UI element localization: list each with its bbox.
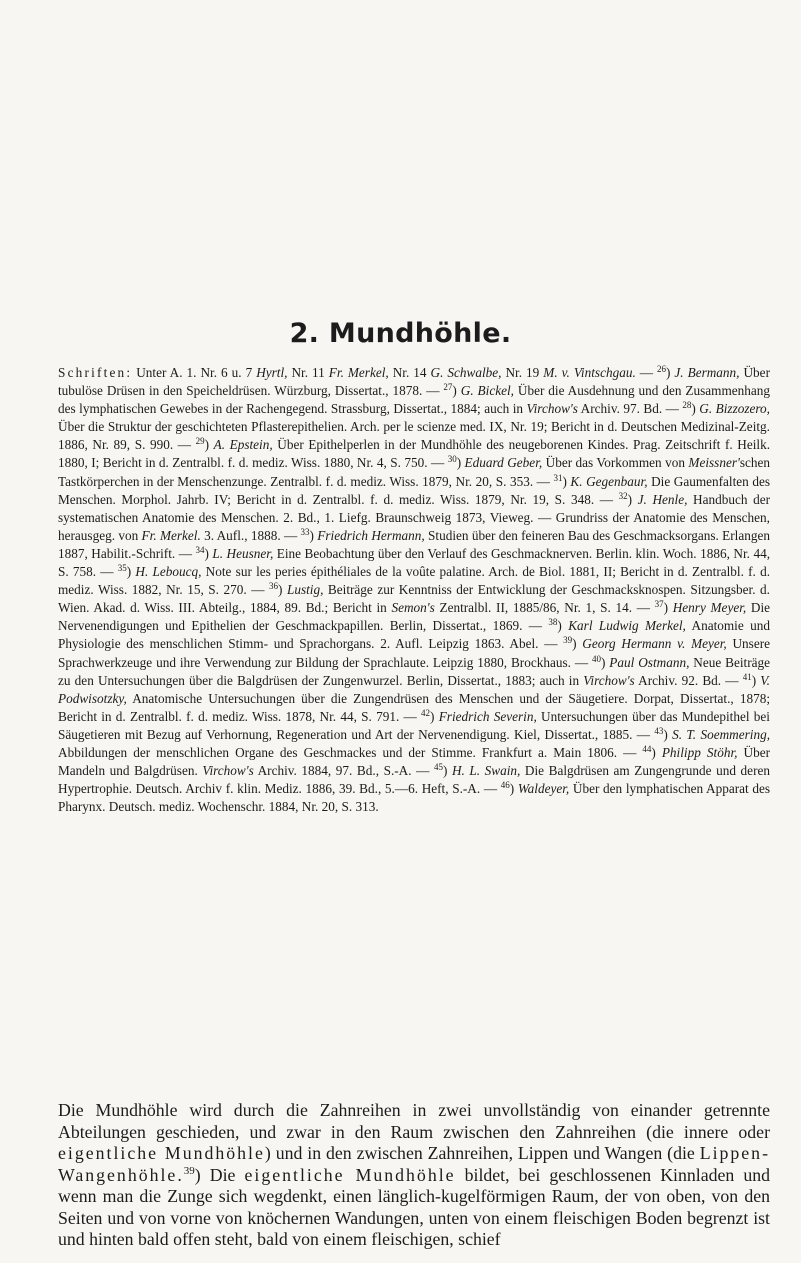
ref-text: ) <box>126 564 136 580</box>
ref-author: Hyrtl, <box>256 365 288 380</box>
footnote-number: 33 <box>300 526 310 537</box>
body-paragraph <box>58 1100 770 1251</box>
ref-text: Nr. 14 <box>388 365 431 380</box>
ref-text: Anatomie und Physiologie des menschlichen Stimm- und Sprachorgans. 2. Aufl. Leipzig 1863. Abel. — <box>58 618 770 652</box>
body-term: Lippen-Wangenhöhle. <box>58 1143 770 1185</box>
ref-text: schen Tastkörperchen in der Menschenzunge. Zentralbl. f. d. mediz. Wiss. 1879, Nr. 20, S. 353. — <box>58 455 770 489</box>
ref-text: Die Nervenendigungen und Epithelien der Geschmackpapillen. Berlin, Dissertat., 1869. — <box>58 600 771 634</box>
ref-text: ) <box>691 401 700 417</box>
ref-text: ) <box>204 545 213 561</box>
ref-text: Untersuchungen über das Mundepithel bei Säugetieren mit Bezug auf Verhornung, Regeneration und Art der Nervenendigung. Kiel, Dissertat., 1885. — <box>58 708 770 742</box>
footnote-number: 29 <box>195 436 205 447</box>
footnote-number: 40 <box>591 653 601 664</box>
footnote-number: 43 <box>654 725 664 736</box>
ref-author: Friedrich Severin, <box>438 708 537 724</box>
ref-text: Über tubulöse Drüsen in den Speicheldrüsen. Würzburg, Dissertat., 1878. — <box>58 365 770 399</box>
ref-text: Über die Struktur der geschichteten Pflasterepithelien. Arch. per le scienze med. IX, Nr. 19; Bericht in d. Deutschen Medizinal-Zeitg. 1886, Nr. 89, S. 990. — <box>58 419 770 453</box>
footnote-number: 42 <box>421 707 431 718</box>
ref-text: Archiv. 92. Bd. — <box>634 672 743 688</box>
body-term: eigentliche Mundhöhle <box>244 1164 456 1185</box>
ref-author: Henry Meyer, <box>672 600 747 616</box>
ref-text: Nr. 19 <box>501 365 544 380</box>
ref-text: Note sur les peries épithéliales de la voûte palatine. Arch. de Biol. 1881, II; Bericht in d. Zentralbl. f. d. mediz. Wiss. 1882, Nr. 15, S. 270. — <box>58 564 771 598</box>
ref-text: Die Gaumenfalten des Menschen. Morphol. Jahrb. IV; Bericht in d. Zentralbl. f. d. mediz. Wiss. 1879, Nr. 19, S. 348. — <box>58 473 770 507</box>
ref-journal-name: Virchow's <box>202 763 254 779</box>
section-heading: 2. Mundhöhle. <box>289 318 512 349</box>
footnote-number: 32 <box>618 490 628 501</box>
ref-author: Karl Ludwig Merkel, <box>568 618 686 634</box>
footnote-number: 27 <box>443 382 453 393</box>
ref-author: Georg Hermann v. Meyer, <box>582 636 727 652</box>
ref-author: H. L. Swain, <box>451 763 521 779</box>
ref-text: ) <box>663 726 673 742</box>
ref-text: ) <box>309 527 318 543</box>
ref-text: Eine Beobachtung über den Verlauf des Geschmacknerven. Berlin. klin. Woch. 1886, Nr. 44, S. 758. — <box>58 545 771 580</box>
ref-author: J. Henle, <box>637 491 688 507</box>
ref-text: Über Epithelperlen in der Mundhöhle des neugeborenen Kindes. Prag. Zeitschrift f. Heilk. 1880, I; Bericht in d. Zentralbl. f. d. mediz. Wiss. 1880, Nr. 4, S. 750. — <box>58 437 771 471</box>
ref-author: Meissner' <box>688 455 740 471</box>
footnote-number: 37 <box>654 599 664 610</box>
ref-author: V. Podwisotzky, <box>58 672 770 706</box>
ref-author: K. Gegenbaur, <box>570 473 648 489</box>
footnote-number: 28 <box>682 400 692 411</box>
body-text: Die Mundhöhle wird durch die Zahnreihen in zwei unvollständig von einander getrennte Abteilungen geschieden, und zwar in den Raum zwischen den Zahnreihen (die innere oder <box>58 1100 770 1142</box>
ref-author: Fr. Merkel. <box>141 527 201 543</box>
footnote-number: 26 <box>657 364 667 374</box>
footnote-number: 45 <box>433 762 443 773</box>
footnote-number: 41 <box>742 671 752 682</box>
ref-text: Über die Ausdehnung und den Zusammenhang des lymphatischen Gewebes in der Rachengegend. Strassburg, Dissertat., 1884; auch in <box>58 383 771 417</box>
footnote-number: 36 <box>269 581 278 592</box>
ref-text: Archiv. 97. Bd. — <box>577 401 683 417</box>
ref-author: H. Leboucq, <box>135 564 202 580</box>
ref-text: ) <box>663 600 673 616</box>
ref-journal-name: Virchow's <box>526 401 578 417</box>
ref-text: Handbuch der systematischen Anatomie des Menschen. 2. Bd., 1. Liefg. Braunschweig 1873, Vieweg. — Grundriss der Anatomie des Menschen, herausgeg. von <box>58 491 770 543</box>
body-text: ) und in den zwischen Zahnreihen, Lippen und Wangen (die <box>264 1143 700 1163</box>
ref-author: Fr. Merkel, <box>328 365 389 380</box>
body-term: eigentliche Mundhöhle <box>58 1143 265 1163</box>
footnote-number: 31 <box>553 472 563 483</box>
ref-author: A. Epstein, <box>213 437 273 453</box>
ref-text: ) <box>452 383 461 399</box>
ref-journal-name: Virchow's <box>583 672 635 688</box>
ref-author: G. Schwalbe, <box>430 365 502 380</box>
footnote-number: 44 <box>642 743 652 754</box>
ref-text: Über Mandeln und Balgdrüsen. <box>58 744 770 779</box>
ref-text: ) <box>666 365 675 380</box>
ref-author: G. Bizzozero, <box>699 401 770 417</box>
ref-text: Beiträge zur Kenntniss der Entwicklung der Geschmacksknospen. Sitzungsber. d. Wien. Akad. d. Wiss. III. Abteilg., 1884, 89. Bd.; Bericht in <box>58 582 770 616</box>
ref-text: ) <box>600 654 610 670</box>
footnote-number: 46 <box>500 780 510 791</box>
ref-text: ) <box>430 708 439 724</box>
footnote-number: 39 <box>563 635 573 646</box>
footnote-number: 35 <box>117 563 127 574</box>
ref-journal-name: Semon's <box>391 600 435 616</box>
ref-author: Lustig, <box>286 582 324 598</box>
ref-author: L. Heusner, <box>212 545 274 561</box>
footnote-number: 38 <box>548 617 558 628</box>
ref-text: ) <box>557 618 569 634</box>
ref-text: ) <box>627 491 638 507</box>
footnote-reference: 39 <box>183 1164 195 1177</box>
ref-text: 3. Aufl., 1888. — <box>200 527 301 543</box>
ref-text: ) <box>509 781 518 797</box>
body-text: bildet, bei geschlossenen Kinnladen und wenn man die Zunge sich wegdenkt, einen länglich-kugelförmigen Raum, der von oben, von den Seiten und von vorne von knöchernen Wandungen, unten von einem fleischigen Boden begrenzt ist und hinten bald offen steht, bald von einem fleischigen, schief <box>58 1164 770 1249</box>
ref-author: Eduard Geber, <box>464 455 543 471</box>
ref-text: Archiv. 1884, 97. Bd., S.-A. — <box>253 763 434 779</box>
ref-author: Friedrich Hermann, <box>317 527 425 543</box>
references-paragraph <box>58 364 770 816</box>
footnote-number: 34 <box>195 544 205 555</box>
ref-text: Nr. 11 <box>287 365 329 380</box>
ref-text: ) <box>278 582 287 598</box>
ref-text: Neue Beiträge zu den Untersuchungen über die Balgdrüsen der Zungenwurzel. Berlin, Dissertat., 1883; auch in <box>58 654 771 688</box>
ref-text: Anatomische Untersuchungen über die Zungendrüsen des Menschen und der Säugetiere. Dorpat, Dissertat., 1878; Bericht in d. Zentralbl. f. d. mediz. Wiss. 1878, Nr. 44, S. 791. — <box>58 690 770 724</box>
ref-text: Zentralbl. II, 1885/86, Nr. 1, S. 14. — <box>434 600 655 616</box>
ref-text: ) <box>572 636 583 652</box>
ref-author: S. T. Soemmering, <box>672 726 771 742</box>
body-text: ) Die <box>194 1164 245 1185</box>
ref-text: ) <box>562 473 571 489</box>
ref-author: M. v. Vintschgau. <box>543 365 636 380</box>
ref-text: Unter A. 1. Nr. 6 u. 7 <box>132 365 257 380</box>
references-lead: Schriften: <box>58 365 133 380</box>
ref-author: J. Bermann, <box>674 365 740 380</box>
ref-author: Paul Ostmann, <box>609 654 690 670</box>
ref-text: ) <box>651 744 662 760</box>
ref-text: ) <box>204 437 214 453</box>
footnote-number: 30 <box>447 454 457 465</box>
ref-text: ) <box>751 672 761 688</box>
ref-author: Waldeyer, <box>517 781 570 797</box>
ref-text: ) <box>442 763 452 779</box>
ref-text: Über das Vorkommen von <box>542 455 689 471</box>
ref-text: Die Balgdrüsen am Zungengrunde und deren Hypertrophie. Deutsch. Archiv f. klin. Mediz. 1886, 39. Bd., 5.—6. Heft, S.-A. — <box>58 763 770 797</box>
ref-text: Über den lymphatischen Apparat des Pharynx. Deutsch. mediz. Wochenschr. 1884, Nr. 20, S. 313. <box>58 781 771 815</box>
ref-text: ) <box>456 455 465 471</box>
ref-text: Abbildungen der menschlichen Organe des Geschmackes und der Stimme. Frankfurt a. Main 1806. — <box>58 744 643 760</box>
ref-author: Philipp Stöhr, <box>661 744 738 760</box>
ref-text: Studien über den feineren Bau des Geschmacksorgans. Erlangen 1887, Habilit.-Schrift. — <box>58 527 770 561</box>
ref-text: — <box>635 365 658 380</box>
ref-text: Unsere Sprachwerkzeuge und ihre Verwendung zur Bildung der Sprachlaute. Leipzig 1880, Brockhaus. — <box>58 636 770 670</box>
ref-author: G. Bickel, <box>460 383 514 399</box>
